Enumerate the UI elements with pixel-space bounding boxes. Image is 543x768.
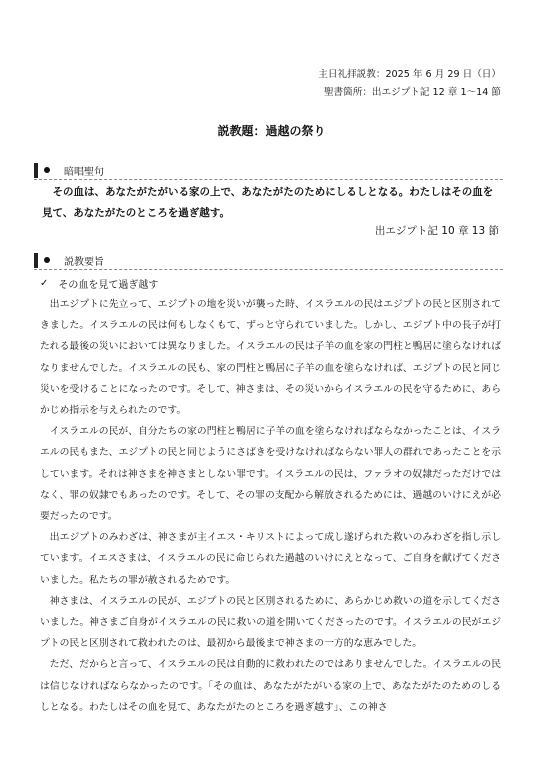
checkmark-icon: ✓ xyxy=(40,278,49,289)
summary-subheading xyxy=(40,276,158,291)
body-paragraph: 出エジプトに先立って、エジプトの地を災いが襲った時、イスラエルの民はエジプトの民と区別されてきました。イスラエルの民は何もしなくもて、ずっと守られていました。しかし、エジプト中の長子が打たれる最後の災いにおいては異なりました。イスラエルの民は子羊の血を家の門柱と鴨居に塗らなければなりませんでした。イスラエルの民も、家の門柱と鴨居に子羊の血を塗らなければ、エジプトの民と同じ災いを受けることになったのです。そして、神さまは、その災いからイスラエルの民を守るために、あらかじめ指示を与えられたのです。 xyxy=(40,299,501,417)
service-date: 主日礼拝説教：2025 年 6 月 29 日（日） xyxy=(318,69,501,80)
section-heading-recitation xyxy=(34,162,503,178)
memory-verse: その血は、あなたがたがいる家の上で、あなたがたのためにしるしとなる。わたしはその血を見て、あなたがたのところを過ぎ越す。 xyxy=(42,186,494,219)
section-bar xyxy=(34,253,38,268)
section-divider xyxy=(34,269,503,270)
section-bar xyxy=(34,163,38,178)
bullet-icon xyxy=(44,167,50,173)
body-paragraph: イスラエルの民が、自分たちの家の門柱と鴨居に子羊の血を塗らなければならなかったことは、イスラエルの民もまた、エジプトの民と同じようにさばきを受けなければならない罪人の群れであったことを示しています。それは神さまを神さまとしない罪です。イスラエルの民は、ファラオの奴隷だっただけではなく、罪の奴隷でもあったのです。そして、その罪の支配から解放されるためには、過越のいけにえが必要だったのです。 xyxy=(40,426,501,523)
section-divider xyxy=(34,179,503,180)
scripture-passage: 聖書箇所：出エジプト記 12 章 1～14 節 xyxy=(323,87,501,98)
bullet-icon xyxy=(44,257,50,263)
section-heading-summary xyxy=(34,252,503,268)
section-label: 説教要旨 xyxy=(64,256,104,268)
sermon-meta xyxy=(318,66,501,102)
body-paragraph: 出エジプトのみわざは、神さまが主イエス・キリストによって成し遂げられた救いのみわざを指し示しています。イエスさまは、イスラエルの民に命じられた過越のいけにえとなって、ご自身を献げてくださいました。私たちの罪が赦されるためです。 xyxy=(40,532,501,586)
verse-reference: 出エジプト記 10 章 13 節 xyxy=(374,225,499,237)
body-paragraph: ただ、だからと言って、イスラエルの民は自動的に救われたのではありませんでした。イスラエルの民は信じなければならなかったのです。「その血は、あなたがたがいる家の上で、あなたがたのためのしるしとなる。わたしはその血を見て、あなたがたのところを過ぎ越す」、この神さ xyxy=(40,659,501,713)
body-paragraph: 神さまは、イスラエルの民が、エジプトの民と区別されるために、あらかじめ救いの道を示してくださいました。神さまご自身がイスラエルの民に救いの道を開いてくださったのです。イスラエルの民がエジプトの民と区別されて救われたのは、最初から最後まで神さまの一方的な恵みでした。 xyxy=(40,595,501,650)
section-label: 暗唱聖句 xyxy=(64,166,104,178)
subheading-text: その血を見て過ぎ越す xyxy=(58,280,159,291)
sermon-title: 説教題：過越の祭り xyxy=(217,124,326,138)
sermon-body xyxy=(40,294,501,718)
